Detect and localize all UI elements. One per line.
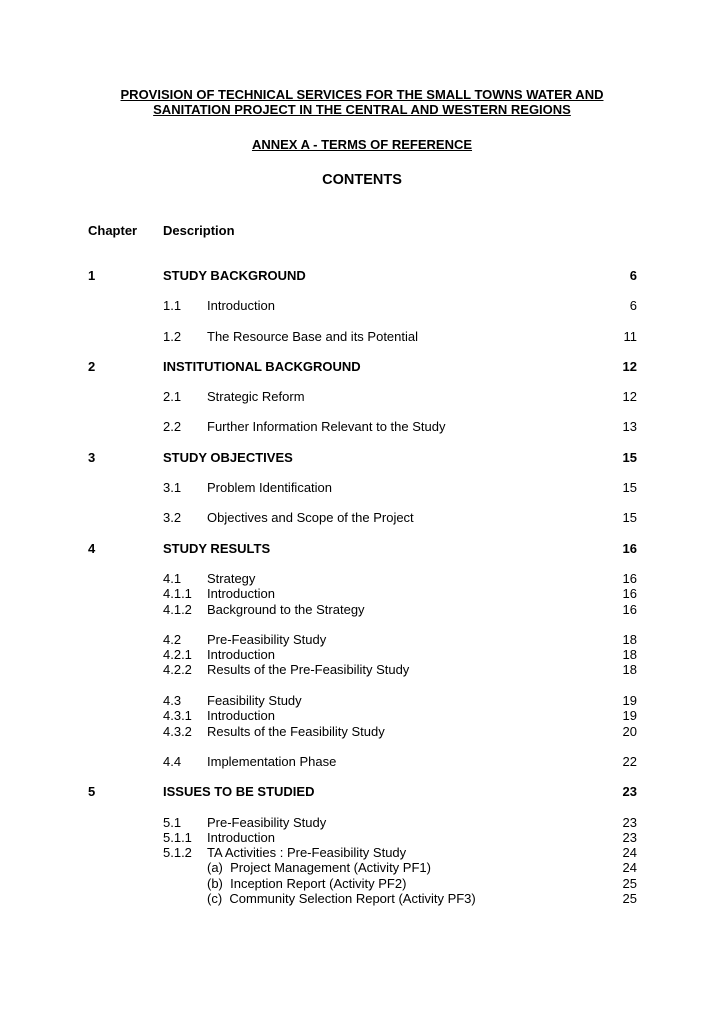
page-number: 23 bbox=[622, 830, 637, 845]
section-number: 4.4 bbox=[163, 754, 182, 769]
page-number: 23 bbox=[622, 815, 637, 830]
chapter-title: STUDY BACKGROUND bbox=[163, 268, 306, 283]
section-number: 4.1 bbox=[163, 571, 182, 586]
chapter-title: ISSUES TO BE STUDIED bbox=[163, 784, 315, 799]
page-number: 25 bbox=[622, 891, 637, 906]
section-title: Pre-Feasibility Study bbox=[207, 815, 327, 830]
section-number: 1.2 bbox=[163, 329, 182, 344]
chapter-title: STUDY OBJECTIVES bbox=[163, 450, 293, 465]
section-number: 4.2.2 bbox=[163, 662, 192, 677]
chapter-title: INSTITUTIONAL BACKGROUND bbox=[163, 359, 361, 374]
page-number: 19 bbox=[622, 708, 637, 723]
page-number: 12 bbox=[622, 389, 637, 404]
section-number: 4.2 bbox=[163, 632, 182, 647]
section-number: 1.1 bbox=[163, 298, 182, 313]
title-line-2: SANITATION PROJECT IN THE CENTRAL AND WESTERN REGIONS bbox=[153, 102, 571, 117]
page-number: 18 bbox=[622, 647, 637, 662]
chapter-number: 4 bbox=[88, 541, 96, 556]
page-number: 22 bbox=[622, 754, 637, 769]
chapter-number: 2 bbox=[88, 359, 96, 374]
page-number: 15 bbox=[622, 480, 637, 495]
section-number: 2.2 bbox=[163, 419, 182, 434]
section-number: 4.2.1 bbox=[163, 647, 192, 662]
description-column-header: Description bbox=[163, 223, 235, 238]
page-number: 12 bbox=[622, 359, 637, 374]
section-title: Pre-Feasibility Study bbox=[207, 632, 327, 647]
section-title: Introduction bbox=[207, 298, 275, 313]
section-title: Implementation Phase bbox=[207, 754, 337, 769]
section-number: 4.1.2 bbox=[163, 602, 192, 617]
page-number: 20 bbox=[622, 724, 637, 739]
subsection-title: (c) Community Selection Report (Activity PF3) bbox=[207, 891, 476, 906]
chapter-number: 1 bbox=[88, 268, 96, 283]
section-number: 5.1 bbox=[163, 815, 182, 830]
page-number: 16 bbox=[622, 571, 637, 586]
page-number: 6 bbox=[629, 268, 637, 283]
page-number: 16 bbox=[622, 541, 637, 556]
section-title: Feasibility Study bbox=[207, 693, 302, 708]
subsection-title: (b) Inception Report (Activity PF2) bbox=[207, 876, 407, 891]
page-number: 25 bbox=[622, 876, 637, 891]
page-number: 23 bbox=[622, 784, 637, 799]
section-number: 3.2 bbox=[163, 510, 182, 525]
section-title: Further Information Relevant to the Study bbox=[207, 419, 446, 434]
page-number: 6 bbox=[629, 298, 637, 313]
page-number: 24 bbox=[622, 860, 637, 875]
contents-heading: CONTENTS bbox=[322, 172, 402, 188]
section-number: 4.3 bbox=[163, 693, 182, 708]
section-title: Results of the Pre-Feasibility Study bbox=[207, 662, 410, 677]
section-title: Objectives and Scope of the Project bbox=[207, 510, 414, 525]
page-number: 16 bbox=[622, 602, 637, 617]
page-number: 15 bbox=[622, 510, 637, 525]
subsection-title: (a) Project Management (Activity PF1) bbox=[207, 860, 431, 875]
section-number: 4.1.1 bbox=[163, 586, 192, 601]
section-number: 4.3.2 bbox=[163, 724, 192, 739]
section-number: 5.1.1 bbox=[163, 830, 192, 845]
chapter-number: 5 bbox=[88, 784, 96, 799]
section-title: TA Activities : Pre-Feasibility Study bbox=[207, 845, 407, 860]
page-number: 13 bbox=[622, 419, 637, 434]
chapter-title: STUDY RESULTS bbox=[163, 541, 271, 556]
chapter-number: 3 bbox=[88, 450, 96, 465]
section-number: 4.3.1 bbox=[163, 708, 192, 723]
page-number: 18 bbox=[622, 662, 637, 677]
section-title: Introduction bbox=[207, 830, 275, 845]
page-number: 11 bbox=[623, 329, 637, 344]
chapter-column-header: Chapter bbox=[88, 223, 138, 238]
section-number: 5.1.2 bbox=[163, 845, 192, 860]
page-number: 18 bbox=[622, 632, 637, 647]
page-number: 24 bbox=[622, 845, 637, 860]
page-number: 16 bbox=[622, 586, 637, 601]
section-title: Background to the Strategy bbox=[207, 602, 365, 617]
section-title: The Resource Base and its Potential bbox=[207, 329, 419, 344]
section-title: Introduction bbox=[207, 647, 275, 662]
section-title: Strategy bbox=[207, 571, 256, 586]
page-number: 19 bbox=[622, 693, 637, 708]
section-number: 2.1 bbox=[163, 389, 182, 404]
page-number: 15 bbox=[622, 450, 637, 465]
section-title: Results of the Feasibility Study bbox=[207, 724, 385, 739]
section-title: Strategic Reform bbox=[207, 389, 305, 404]
section-title: Problem Identification bbox=[207, 480, 333, 495]
section-number: 3.1 bbox=[163, 480, 182, 495]
section-title: Introduction bbox=[207, 586, 275, 601]
title-line-1: PROVISION OF TECHNICAL SERVICES FOR THE SMALL TOWNS WATER AND bbox=[120, 87, 604, 102]
section-title: Introduction bbox=[207, 708, 275, 723]
annex-heading: ANNEX A - TERMS OF REFERENCE bbox=[251, 137, 473, 152]
